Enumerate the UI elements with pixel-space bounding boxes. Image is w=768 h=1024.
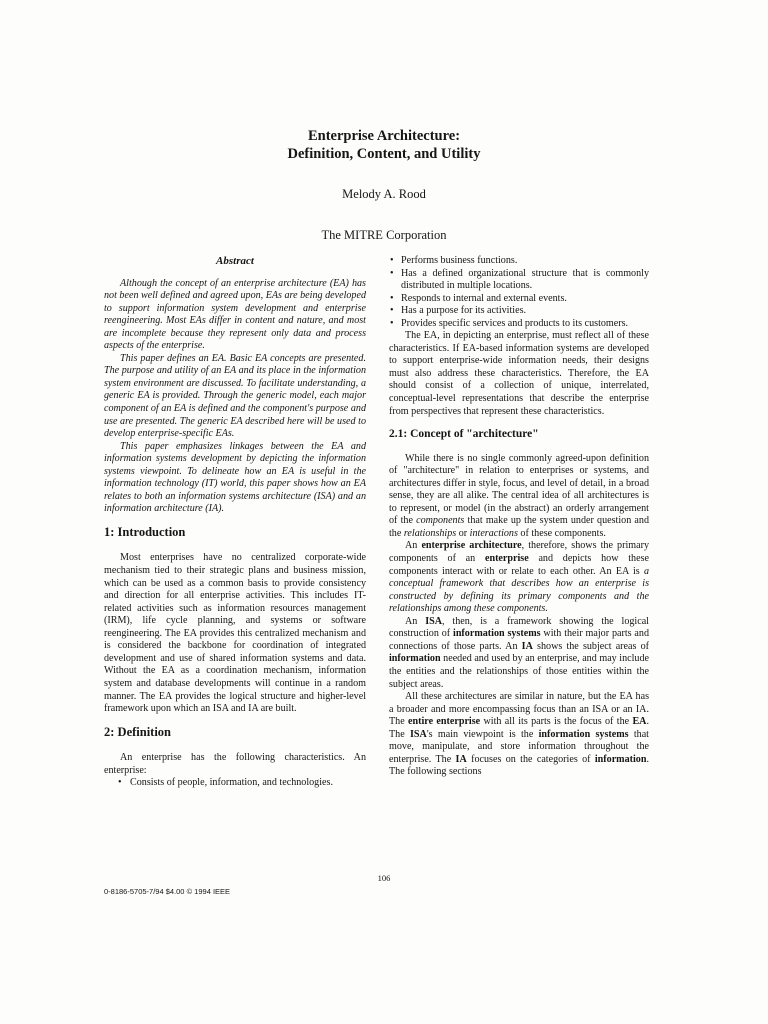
left-column bbox=[104, 255, 366, 790]
text-run: An bbox=[405, 615, 426, 627]
text-run: information systems bbox=[453, 628, 541, 640]
abstract-paragraph: Although the concept of an enterprise architecture (EA) has not been well defined and agreed upon, EAs are being developed to support information system development and enterprise reengineering. Most EAs differ in content and nature, and most are incomplete because they represent only data and process aspects of the enterprise. bbox=[104, 277, 366, 352]
paper-title-line-2: Definition, Content, and Utility bbox=[287, 146, 481, 162]
abstract-paragraph: This paper emphasizes linkages between the EA and information systems development by depicting the information systems viewpoint. To delineate how an EA is useful in the information technology (IT) world, this paper shows how an EA relates to both an information systems architecture (ISA) and an information architecture (IA). bbox=[104, 440, 366, 515]
section-heading-definition: 2: Definition bbox=[104, 724, 172, 739]
text-run: enterprise bbox=[484, 553, 529, 565]
text-run: ISA bbox=[409, 728, 427, 740]
text-run: with all its parts is the focus of the bbox=[480, 716, 633, 728]
list-item: • Has a purpose for its activities. bbox=[389, 305, 649, 318]
list-item: • Provides specific services and products to its customers. bbox=[389, 318, 649, 331]
text-run: or bbox=[456, 527, 470, 539]
body-paragraph: Most enterprises have no centralized corporate-wide mechanism tied to their strategic plans and business mission, which can be used as a common basis to provide consistency and direction for all enterprise activities. This includes IT-related activities such as information resources management (IRM), life cycle planning, and systems or software reengineering. The EA provides this centralized mechanism and is considered the backbone for coordination of integrated development and use of shared information systems and data. Without the EA as a coordination mechanism, information system and database developments will continue in a random manner. The EA provides the logical structure and higher-level framework upon which an ISA and IA are built. bbox=[104, 552, 366, 715]
text-run: . The following sections bbox=[389, 753, 649, 778]
page-number: 106 bbox=[377, 873, 391, 883]
text-run: , then, is a framework showing the logical construction of bbox=[389, 615, 649, 640]
text-run: EA bbox=[632, 716, 647, 728]
text-run: IA bbox=[455, 753, 467, 765]
abstract-section bbox=[104, 255, 366, 516]
text-run: 's main viewpoint is the bbox=[426, 728, 539, 740]
abstract-paragraph: This paper defines an EA. Basic EA concepts are presented. The purpose and utility of an EA and its place in the information system environment are discussed. To facilitate understanding, a generic EA is provided. Through the generic model, each major component of an EA is defined and the component's purpose and use are presented. The generic EA described here will be used to develop enterprise-specific EAs. bbox=[104, 352, 366, 440]
text-run: focuses on the categories of bbox=[466, 753, 595, 765]
list-item: • Responds to internal and external events. bbox=[389, 293, 649, 306]
right-column bbox=[389, 255, 649, 779]
text-run: shows the subject areas of bbox=[532, 640, 650, 652]
text-run: with their major parts and connections of those parts. An bbox=[389, 628, 649, 652]
body-paragraph bbox=[389, 540, 649, 615]
body-paragraph bbox=[389, 691, 649, 779]
abstract-heading: Abstract bbox=[216, 255, 254, 267]
text-run: that move, manipulate, and store information throughout the enterprise. The bbox=[389, 728, 649, 765]
text-run: While there is no single commonly agreed-upon definition of "architecture" in relation to enterprises or systems, and architectures differ in style, focus, and level of detail, in a broad sense, they are all alike. The central idea of all architectures is to represent, or model (in the abstract) an orderly arrangement of the bbox=[389, 452, 649, 527]
text-run: that make up the system under question and the bbox=[389, 515, 649, 539]
body-paragraph: The EA, in depicting an enterprise, must reflect all of these characteristics. If EA-based information systems are developed to support enterprise-wide information needs, their designs must also address these characteristics. Therefore, the EA should consist of a collection of unique, interrelated, conceptual-level representations that describe the enterprise from perspectives that represent these characteristics. bbox=[389, 330, 649, 417]
affiliation: The MITRE Corporation bbox=[321, 228, 447, 242]
text-run: An bbox=[405, 540, 422, 552]
text-run: interactions bbox=[469, 527, 518, 539]
author-name: Melody A. Rood bbox=[342, 187, 426, 201]
list-item: • Consists of people, information, and technologies. bbox=[104, 777, 366, 790]
text-run: relationships bbox=[403, 527, 457, 539]
text-run: information bbox=[389, 653, 441, 665]
body-paragraph: An enterprise has the following characteristics. An enterprise: bbox=[104, 752, 366, 776]
subsection-heading-architecture: 2.1: Concept of "architecture" bbox=[389, 428, 539, 441]
copyright-footer: 0-8186-5705-7/94 $4.00 © 1994 IEEE bbox=[104, 887, 231, 896]
text-run: a conceptual framework that describes how an enterprise is constructed by defining its primary components and the relationships among these components. bbox=[389, 565, 649, 615]
text-run: components bbox=[416, 515, 465, 527]
text-run: information bbox=[594, 753, 647, 765]
text-run: of these components. bbox=[517, 527, 606, 539]
text-run: , therefore, shows the primary components of an bbox=[389, 540, 649, 565]
text-run: and depicts how these components interact with or relate to each other. An EA is bbox=[389, 553, 649, 577]
text-run: ISA bbox=[425, 615, 443, 627]
text-run: All these architectures are similar in nature, but the EA has a broader and more encompassing focus than an ISA or an IA. The bbox=[389, 691, 649, 728]
list-item: • Performs business functions. bbox=[389, 255, 649, 268]
text-run: enterprise architecture bbox=[421, 540, 522, 552]
text-run: information systems bbox=[538, 728, 629, 740]
paper-title-line-1: Enterprise Architecture: bbox=[307, 128, 461, 144]
text-run: . The bbox=[389, 716, 650, 740]
characteristics-list-start bbox=[104, 777, 366, 790]
characteristics-list-continued bbox=[389, 255, 649, 330]
body-paragraph bbox=[389, 616, 649, 691]
text-run: needed and used by an enterprise, and may include the entities and the relationships of those entities within the subject areas. bbox=[389, 653, 649, 690]
body-paragraph bbox=[389, 453, 649, 541]
section-heading-introduction: 1: Introduction bbox=[104, 524, 186, 539]
list-item: • Has a defined organizational structure that is commonly distributed in multiple locations. bbox=[389, 268, 649, 293]
text-run: IA bbox=[521, 640, 533, 652]
text-run: entire enterprise bbox=[408, 716, 481, 728]
